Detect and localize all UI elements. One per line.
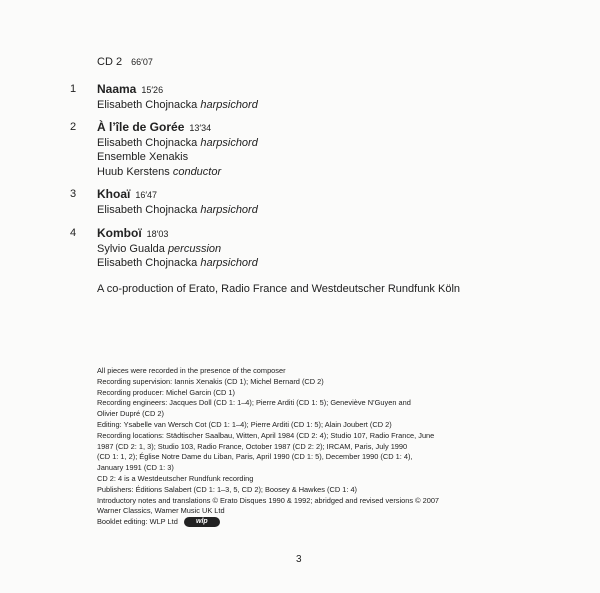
performer-role: harpsichord xyxy=(200,98,258,111)
performer-line xyxy=(97,165,258,180)
coproduction-note: A co-production of Erato, Radio France and Westdeutscher Rundfunk Köln xyxy=(97,283,461,295)
performer-name: Elisabeth Chojnacka xyxy=(97,257,198,269)
credit-line: 1987 (CD 2: 1, 3); Studio 103, Radio France, October 1987 (CD 2: 2); IRCAM, Paris, July 1990 xyxy=(97,441,408,451)
track-duration: 16′47 xyxy=(135,190,158,200)
booklet-editing-line xyxy=(97,517,542,528)
track-number: 4 xyxy=(70,227,77,239)
track-duration: 18′03 xyxy=(146,229,169,239)
performer-name: Ensemble Xenakis xyxy=(97,151,189,163)
credit-line: Introductory notes and translations © Erato Disques 1990 & 1992; abridged and revised versions © 2007 xyxy=(97,495,440,505)
booklet-editing-text: Booklet editing: WLP Ltd xyxy=(97,517,178,527)
track-title: Komboï xyxy=(97,226,142,240)
track-duration: 13′34 xyxy=(189,123,212,133)
performer-role: harpsichord xyxy=(200,203,258,216)
credit-line: Recording producer: Michel Garcin (CD 1) xyxy=(97,387,236,397)
track-title: À l’île de Gorée xyxy=(97,120,185,134)
cd-label: CD 2 xyxy=(97,56,123,68)
track-item xyxy=(70,82,258,112)
track-number: 1 xyxy=(70,83,77,95)
credit-line: Warner Classics, Warner Music UK Ltd xyxy=(97,506,225,516)
track-item xyxy=(70,120,258,179)
track-item xyxy=(70,226,258,271)
performer-role: harpsichord xyxy=(200,136,258,149)
performer-name: Huub Kerstens xyxy=(97,165,170,178)
performer-name: Elisabeth Chojnacka xyxy=(97,98,198,111)
credit-line: (CD 1: 1, 2); Église Notre Dame du Liban, Paris, April 1990 (CD 1: 5), December 1990 (CD 1: 4), xyxy=(97,452,413,462)
performer-role: percussion xyxy=(167,242,222,255)
performer-role: harpsichord xyxy=(200,257,258,269)
cd-header xyxy=(97,56,153,68)
performer-name: Elisabeth Chojnacka xyxy=(97,136,198,149)
performer-line xyxy=(97,136,258,151)
credits-block xyxy=(97,366,542,528)
performer-line xyxy=(97,150,258,165)
track-title: Naama xyxy=(97,82,137,96)
track-item xyxy=(70,187,258,217)
credit-line: CD 2: 4 is a Westdeutscher Rundfunk recording xyxy=(97,473,254,483)
credit-line: Olivier Dupré (CD 2) xyxy=(97,409,164,419)
track-duration: 15′26 xyxy=(141,85,164,95)
page-number: 3 xyxy=(296,554,302,565)
cd-duration: 66′07 xyxy=(131,57,153,67)
credit-line: Recording locations: Städtischer Saalbau, Witten, April 1984 (CD 2: 4); Studio 107, Radio France, June xyxy=(97,430,435,440)
performer-name: Sylvio Gualda xyxy=(97,242,165,255)
performer-line xyxy=(97,203,258,218)
track-number: 3 xyxy=(70,188,77,200)
performer-role: conductor xyxy=(172,165,222,178)
wlp-logo: wlp xyxy=(184,517,220,527)
credit-line: All pieces were recorded in the presence of the composer xyxy=(97,366,286,375)
performer-line xyxy=(97,256,258,271)
performer-line xyxy=(97,98,258,113)
track-number: 2 xyxy=(70,121,77,133)
performer-name: Elisabeth Chojnacka xyxy=(97,203,198,216)
credit-line: Editing: Ysabelle van Wersch Cot (CD 1: 1–4); Pierre Arditi (CD 1: 5); Alain Joubert (CD 2) xyxy=(97,419,392,429)
credit-line: January 1991 (CD 1: 3) xyxy=(97,463,174,473)
performer-line xyxy=(97,242,258,257)
credit-line: Recording supervision: Iannis Xenakis (CD 1); Michel Bernard (CD 2) xyxy=(97,376,324,386)
credit-line: Publishers: Éditions Salabert (CD 1: 1–3, 5, CD 2); Boosey & Hawkes (CD 1: 4) xyxy=(97,484,358,494)
track-title: Khoaï xyxy=(97,187,131,201)
credit-line: Recording engineers: Jacques Doll (CD 1: 1–4); Pierre Arditi (CD 1: 5); Geneviève N’Guyen and xyxy=(97,398,411,408)
